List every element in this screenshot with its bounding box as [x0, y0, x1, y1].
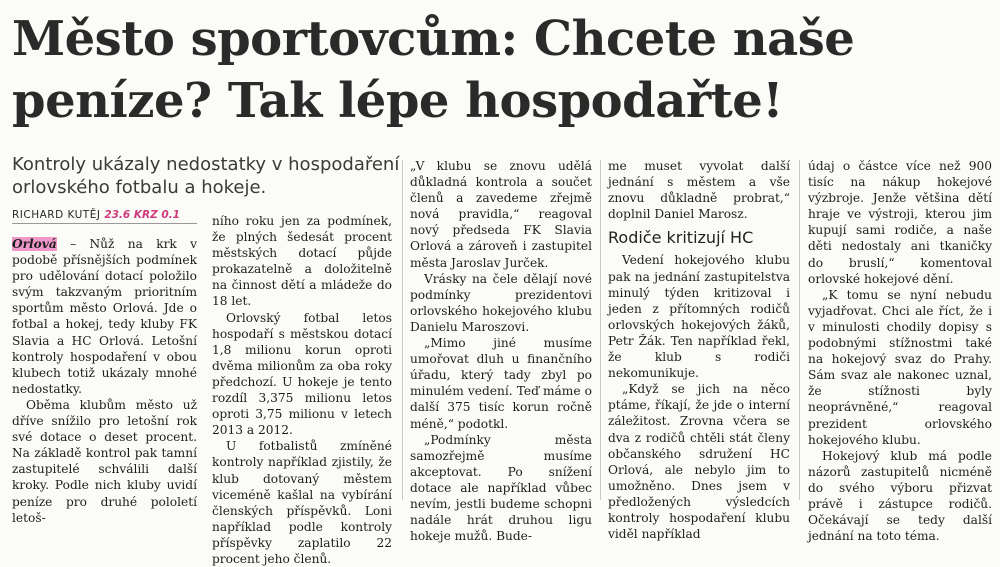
- byline: [12, 209, 197, 224]
- article-column-2: [212, 213, 392, 567]
- paragraph: „K tomu se nyní nebudu vyjadřovat. Chci ale říct, že i v minulosti chodily dopisy s podobnými stížnostmi také na hokejový svaz do Prahy. Sám svaz ale nakonec uznal, že stížnosti byly neoprávněné,“ reagoval prezident orlovského hokejového klubu.: [808, 287, 992, 447]
- dateline-place: Orlová: [12, 237, 57, 251]
- paragraph: me muset vyvolat další jednání s městem a vše znovu důkladně probrat,“ doplnil Daniel Marosz.: [608, 159, 790, 222]
- paragraph: ního roku jen za podmínek, že plných šedesát procent městských dotací půjde prokazatelně a doložitelně na činnost dětí a mládeže do 18 let.: [212, 214, 392, 309]
- paragraph: U fotbalistů zmíněné kontroly například zjistily, že klub dotovaný městem viceméně kašlal na vybírání členských příspěvků. Loni například podle kontroly příspěvky zaplatilo 22 procent jeho členů.: [212, 439, 392, 566]
- article-column-4: [608, 158, 790, 542]
- section-subheading: Rodiče kritizují HC: [608, 228, 754, 248]
- column-rule: [402, 160, 403, 500]
- subheadline: Kontroly ukázaly nedostatky v hospodaření orlovského fotbalu a hokeje.: [12, 154, 400, 198]
- paragraph: Vedení hokejového klubu pak na jednání zastupitelstva minulý týden kritizoval i jeden z přítomných rodičů orlovských hokejových žáků, Petr Žák. Ten například řekl, že klub s rodiči nekomunikuje.: [608, 253, 790, 381]
- lead-text: – Nůž na krk v podobě přísnějších podmínek pro udělování dotací položilo svým takzvaným prioritním sportům město Orlová. Jde o fotbal a hokej, tedy kluby FK Slavia a HC Orlová. Letošní kontroly hospodaření v obou klubech totiž ukázaly mnohé nedostatky.: [12, 237, 197, 396]
- paragraph: Oběma klubům město už dříve snížilo pro letošní rok své dotace o deset procent. Na základě kontrol pak tamní zastupitelé schválili další kroky. Podle nich kluby uvidí peníze pro druhé pololetí letoš-: [12, 397, 197, 525]
- paragraph: „Když se jich na něco ptáme, říkají, že jde o interní záležitost. Zrovna včera se dva z rodičů chtěli stát členy občanského sdružení HC Orlová, ale nebylo jim to umožněno. Dnes jsem v předložených výsledcích kontroly hospodaření klubu viděl například: [608, 382, 790, 542]
- paragraph: „V klubu se znovu udělá důkladná kontrola a součet členů a zavedeme zřejmě nová pravidla,“ reagoval nový předseda FK Slavia Orlová a zároveň i zastupitel města Jaroslav Jurček.: [410, 159, 592, 270]
- paragraph: Hokejový klub má podle názorů zastupitelů nicméně do svého výboru přizvat právě i zástupce rodičů. Očekávají se tedy další jednání na toto téma.: [808, 448, 992, 544]
- author-name: RICHARD KUTĚJ: [12, 209, 101, 221]
- article-column-3: [410, 158, 592, 544]
- headline-line-2: peníze? Tak lépe hospodařte!: [12, 73, 783, 129]
- headline-line-1: Město sportovcům: Chcete naše: [12, 11, 855, 67]
- paragraph: Orlovský fotbal letos hospodaří s městskou dotací 1,8 milionu korun oproti dvěma milionům za oba roky předchozí. U hokeje je tento rozdíl 3,375 milionu letos oproti 3,75 milionu v letech 2013 a 2012.: [212, 310, 392, 438]
- paragraph: údaj o částce více než 900 tisíc na nákup hokejové výzbroje. Jenže většina dětí hraje ve výstroji, kterou jim kupují sami rodiče, a naše děti nedostaly ani tkaničky do bruslí,“ komentoval orlovské hokejové dění.: [808, 159, 992, 286]
- handwritten-note: 23.6 KRZ 0.1: [104, 209, 180, 221]
- paragraph: „Podmínky města samozřejmě musíme akceptovat. Po snížení dotace ale například vůbec nevím, jestli budeme schopni nadále hrát druhou ligu hokeje mužů. Bude-: [410, 432, 592, 544]
- article-column-5: [808, 158, 992, 544]
- article-column-1: [12, 236, 197, 526]
- headline: [12, 8, 992, 132]
- column-rule: [799, 160, 800, 500]
- lead-paragraph: [12, 236, 197, 397]
- column-rule: [600, 160, 601, 500]
- paragraph: „Mimo jiné musíme umořovat dluh u finančního úřadu, který tady zbyl po minulém vedení. Teď máme o další 375 tisíc korun ročně méně,“ podotkl.: [410, 336, 592, 431]
- paragraph: Vrásky na čele dělají nové podmínky prezidentovi orlovského hokejového klubu Danielu Maroszovi.: [410, 271, 592, 334]
